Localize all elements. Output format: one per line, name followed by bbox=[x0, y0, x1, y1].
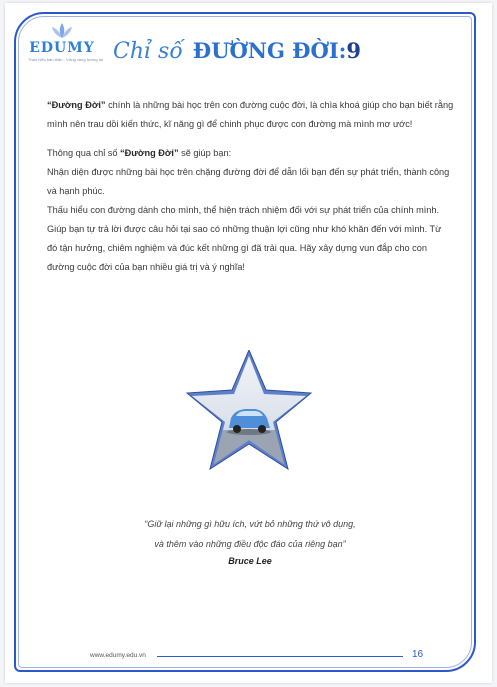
benefit-2: Thấu hiểu con đường dành cho mình, thể hiện trách nhiệm đối với sự phát triển của chính mình. Giúp bạn tự trả lời được câu hỏi tại sao có những thuận lợi cũng như khó khăn đến với mình. Từ đó tận hưởng, chiêm nghiệm và đúc kết những gì đã trải qua. Hãy xây dựng vun đắp cho con đường cuộc đời của bạn nhiều giá trị và ý nghĩa! bbox=[47, 205, 442, 272]
page-number: 16 bbox=[412, 649, 424, 660]
edumy-logo bbox=[28, 22, 103, 66]
footer-url[interactable]: www.edumy.edu.vn bbox=[90, 652, 146, 659]
quote bbox=[80, 514, 420, 554]
lotus-icon bbox=[50, 22, 74, 40]
intro-text: chính là những bài học trên con đường cuộc đời, là chìa khoá giúp cho bạn biết rằng mình nên trau dồi kiến thức, kĩ năng gì để chinh phục được con đường mà mình mơ ước! bbox=[47, 100, 454, 129]
footer-divider bbox=[157, 656, 403, 657]
star-car-image bbox=[185, 350, 313, 472]
term-bold: “Đường Đời” bbox=[47, 100, 106, 110]
benefits-intro-end: sẽ giúp bạn: bbox=[178, 148, 232, 158]
quote-author: Bruce Lee bbox=[228, 556, 272, 566]
body-text bbox=[47, 96, 454, 287]
benefits-intro: Thông qua chỉ số bbox=[47, 148, 121, 158]
title-script: Chỉ số bbox=[113, 39, 183, 64]
quote-line-1: “Giữ lại những gì hữu ích, vứt bỏ những thứ vô dụng, bbox=[144, 519, 356, 529]
page-title bbox=[113, 38, 361, 72]
quote-line-2: và thêm vào những điều độc đáo của riêng bạn” bbox=[154, 539, 346, 549]
logo-tagline: Thấu hiểu bản thân - Vững vàng tương lai bbox=[28, 57, 103, 62]
logo-text: EDUMY bbox=[29, 40, 95, 56]
life-path-number: 9 bbox=[346, 38, 362, 63]
paragraph-intro bbox=[47, 96, 454, 134]
term-bold-2: “Đường Đời” bbox=[120, 148, 179, 158]
title-main: ĐƯỜNG ĐỜI: bbox=[192, 38, 347, 63]
benefit-1: Nhận diện được những bài học trên chặng đường đời để dẫn lối bạn đến sự phát triển, thành công và hạnh phúc. bbox=[47, 167, 450, 196]
paragraph-benefits bbox=[47, 144, 454, 277]
